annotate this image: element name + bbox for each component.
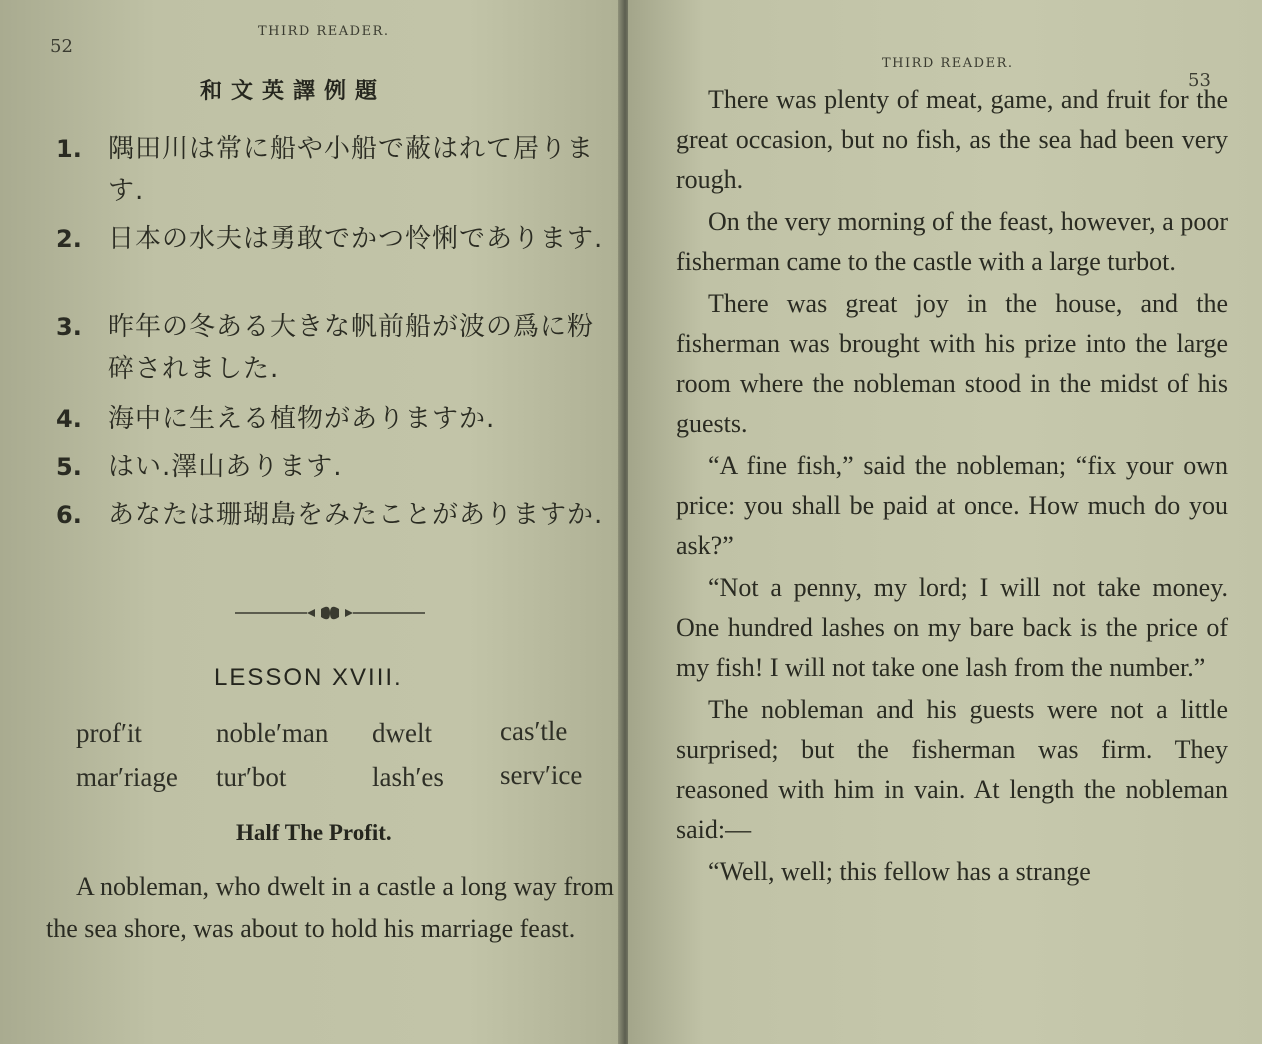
vocab-word: dwelt (372, 718, 432, 748)
exercise-item (56, 398, 612, 440)
vocab-word: prof′it (76, 718, 142, 748)
paragraph: There was plenty of meat, game, and fruit for the great occasion, but no fish, as the sea had been very rough. (676, 85, 1228, 194)
story-title: Half The Profit. (236, 820, 392, 845)
exercise-item (56, 128, 612, 212)
ornament-divider (235, 600, 425, 626)
vocab-word: lash′es (372, 762, 444, 792)
exercise-number: 6. (56, 501, 82, 529)
right-page (628, 0, 1262, 1044)
paragraph: “A fine fish,” said the nobleman; “fix your own price: you shall be paid at once. How much do you ask?” (676, 451, 1228, 560)
page-number: 52 (50, 36, 73, 57)
vocab-word: tur′bot (216, 762, 287, 792)
page-number: 53 (1188, 70, 1211, 91)
exercise-text: はい.澤山あります. (108, 452, 343, 482)
paragraph: “Not a penny, my lord; I will not take money. One hundred lashes on my bare back is the price of my fish! I will not take one lash from the number.” (676, 573, 1228, 682)
paragraph: On the very morning of the feast, however, a poor fisherman came to the castle with a large turbot. (676, 207, 1228, 276)
exercise-item (56, 446, 612, 488)
exercise-item (56, 494, 612, 536)
story-text (46, 866, 614, 950)
lesson-title: LESSON XVIII. (214, 664, 403, 691)
exercise-text: 日本の水夫は勇敢でかつ怜悧であります. (108, 224, 604, 254)
left-page (0, 0, 622, 1044)
exercise-number: 1. (56, 135, 82, 163)
exercise-number: 5. (56, 453, 82, 481)
exercise-number: 4. (56, 405, 82, 433)
running-head: THIRD READER. (258, 24, 390, 39)
exercise-heading: 和文英譯例題 (200, 79, 387, 104)
paragraph: The nobleman and his guests were not a little surprised; but the fisherman was firm. They reasoned with him in vain. At length the nobleman said:— (676, 695, 1228, 844)
exercise-item (56, 306, 612, 390)
paragraph: There was great joy in the house, and the fisherman was brought with his prize into the large room where the nobleman stood in the midst of his guests. (676, 289, 1228, 438)
paragraph: A nobleman, who dwelt in a castle a long way from the sea shore, was about to hold his marriage feast. (46, 872, 614, 943)
exercise-text: 海中に生える植物がありますか. (108, 404, 496, 434)
exercise-number: 3. (56, 313, 82, 341)
running-head: THIRD READER. (882, 56, 1014, 71)
vocab-word: noble′man (216, 718, 329, 748)
exercise-number: 2. (56, 225, 82, 253)
vocab-word: mar′riage (76, 762, 178, 792)
vocab-word: cas′tle (500, 716, 568, 746)
exercise-text: 昨年の冬ある大きな帆前船が波の爲に粉碎されました. (108, 312, 595, 384)
paragraph: “Well, well; this fellow has a strange (708, 857, 1091, 886)
story-text (676, 80, 1228, 892)
exercise-item (56, 218, 612, 260)
exercise-text: 隅田川は常に船や小船で蔽はれて居ります. (108, 134, 595, 206)
vocab-word: serv′ice (500, 760, 583, 790)
exercise-text: あなたは珊瑚島をみたことがありますか. (108, 500, 604, 530)
